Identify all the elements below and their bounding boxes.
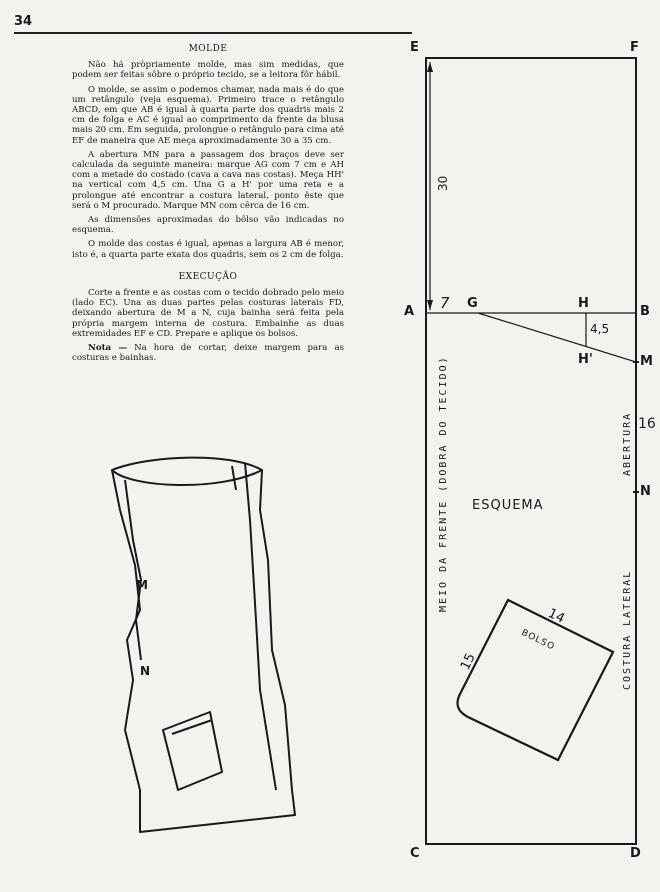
pocket-label: BOLSO: [519, 628, 557, 653]
nota-label: Nota —: [88, 343, 128, 354]
measure-7: 7: [440, 294, 450, 312]
point-h-prime: H': [578, 352, 593, 367]
measure-16: 16: [638, 416, 656, 432]
sketch-label-m: M: [136, 578, 148, 592]
side-seam-label: COSTURA LATERAL: [622, 569, 633, 690]
schema-title: ESQUEMA: [472, 498, 544, 513]
pocket-measure-14: 14: [545, 606, 567, 627]
nota-text: Na hora de cortar, deixe margem para as costuras e bainhas.: [72, 343, 344, 364]
opening-label: ABERTURA: [622, 411, 633, 476]
sketch-label-n: N: [140, 664, 151, 678]
page-number: 34: [14, 14, 33, 29]
corner-f: F: [630, 40, 639, 55]
schema-outline: [426, 58, 639, 844]
corner-c: C: [410, 846, 420, 861]
blouse-sketch: [112, 458, 295, 832]
execucao-paragraph: Corte a frente e as costas com o tecido dobrado pelo meio (lado EC). Una as duas partes pelas costuras laterais FD, deixando abertura de M a N, cuja bainha será feita pela própria margem interna de costura. Embainhe as duas extremidades EF e CD. Prepare e aplique os bolsos.: [72, 288, 344, 339]
measure-30: 30: [436, 175, 450, 191]
point-h: H: [578, 296, 589, 311]
measure-4-5: 4,5: [590, 322, 610, 336]
molde-heading: MOLDE: [188, 44, 228, 54]
point-m: M: [640, 354, 653, 369]
corner-b: B: [640, 304, 650, 319]
molde-paragraph-3: A abertura MN para a passagem dos braços deve ser calculada da seguinte maneira: marque AG com 7 cm e AH com a metade do costado (cava a cava nas costas). Meça HH' na vertical com 4,5 cm. Una G a H' por uma reta e a prolongue até encontrar a costura lateral, ponto êste que será o M procurado. Marque MN com cêrca de 16 cm.: [72, 149, 344, 211]
point-g: G: [467, 296, 478, 311]
molde-paragraph-5: O molde das costas é igual, apenas a largura AB é menor, isto é, a quarta parte exata dos quadris, sem os 2 cm de folga.: [72, 239, 344, 260]
execucao-heading: EXECUÇÃO: [178, 271, 238, 282]
molde-paragraph-2: O molde, se assim o podemos chamar, nada mais é do que um retângulo (veja esquema). Primeiro trace o retângulo ABCD, em que AB é igual à quarta parte dos quadris mais 2 cm de folga e AC é igual ao comprimento da frente da blusa mais 20 cm. Em seguida, prolongue o retângulo para cima até EF de maneira que AE meça aproximadamente 30 a 35 cm.: [72, 84, 344, 146]
corner-d: D: [630, 846, 641, 861]
corner-e: E: [410, 40, 419, 55]
pocket-measure-15: 15: [458, 651, 479, 673]
molde-paragraph-4: As dimensões aproximadas do bôlso vão indicadas no esquema.: [72, 215, 344, 236]
fold-label: MEIO DA FRENTE (DOBRA DO TECIDO): [438, 355, 449, 612]
point-n: N: [640, 484, 651, 499]
molde-paragraph-1: Não há pròpriamente molde, mas sim medidas, que podem ser feitas sôbre o próprio tecido, se a leitora fôr hábil.: [72, 60, 344, 81]
corner-a: A: [404, 304, 415, 319]
